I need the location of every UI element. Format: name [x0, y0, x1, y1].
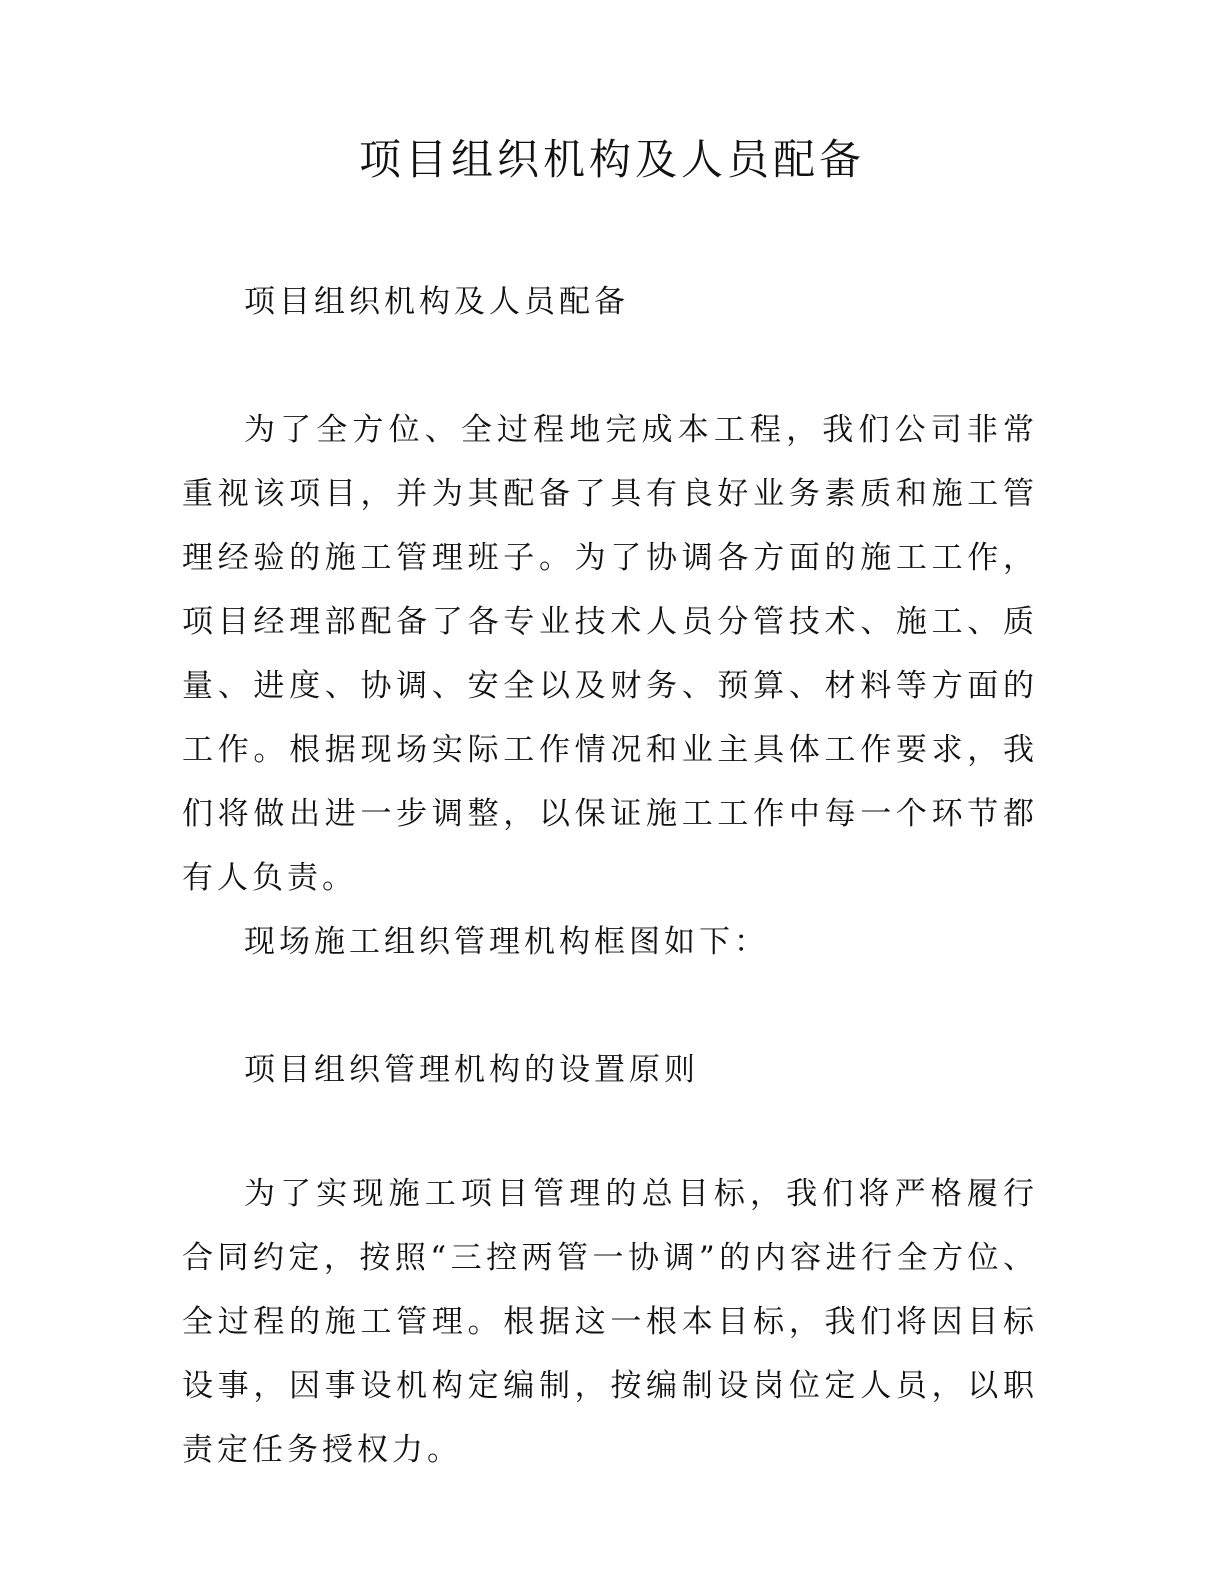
- section-heading-setup-principles: 项目组织管理机构的设置原则: [244, 1052, 699, 1088]
- paragraph-management-goals: 为了实现施工项目管理的总目标，我们将严格履行合同约定，按照“三控两管一协调”的内容进行全方位、全过程的施工管理。根据这一根本目标，我们将因目标设事，因事设机构定编制，按编制设岗位定人员，以职责定任务授权力。: [182, 1176, 1038, 1468]
- document-title: 项目组织机构及人员配备: [358, 135, 865, 184]
- paragraph-staffing-overview: 为了全方位、全过程地完成本工程，我们公司非常重视该项目，并为其配备了具有良好业务素质和施工管理经验的施工管理班子。为了协调各方面的施工工作，项目经理部配备了各专业技术人员分管技术、施工、质量、进度、协调、安全以及财务、预算、材料等方面的工作。根据现场实际工作情况和业主具体工作要求，我们将做出进一步调整，以保证施工工作中每一个环节都有人负责。: [182, 412, 1038, 896]
- section-heading-organization: 项目组织机构及人员配备: [244, 284, 629, 320]
- paragraph-org-chart-intro: 现场施工组织管理机构框图如下：: [244, 924, 769, 960]
